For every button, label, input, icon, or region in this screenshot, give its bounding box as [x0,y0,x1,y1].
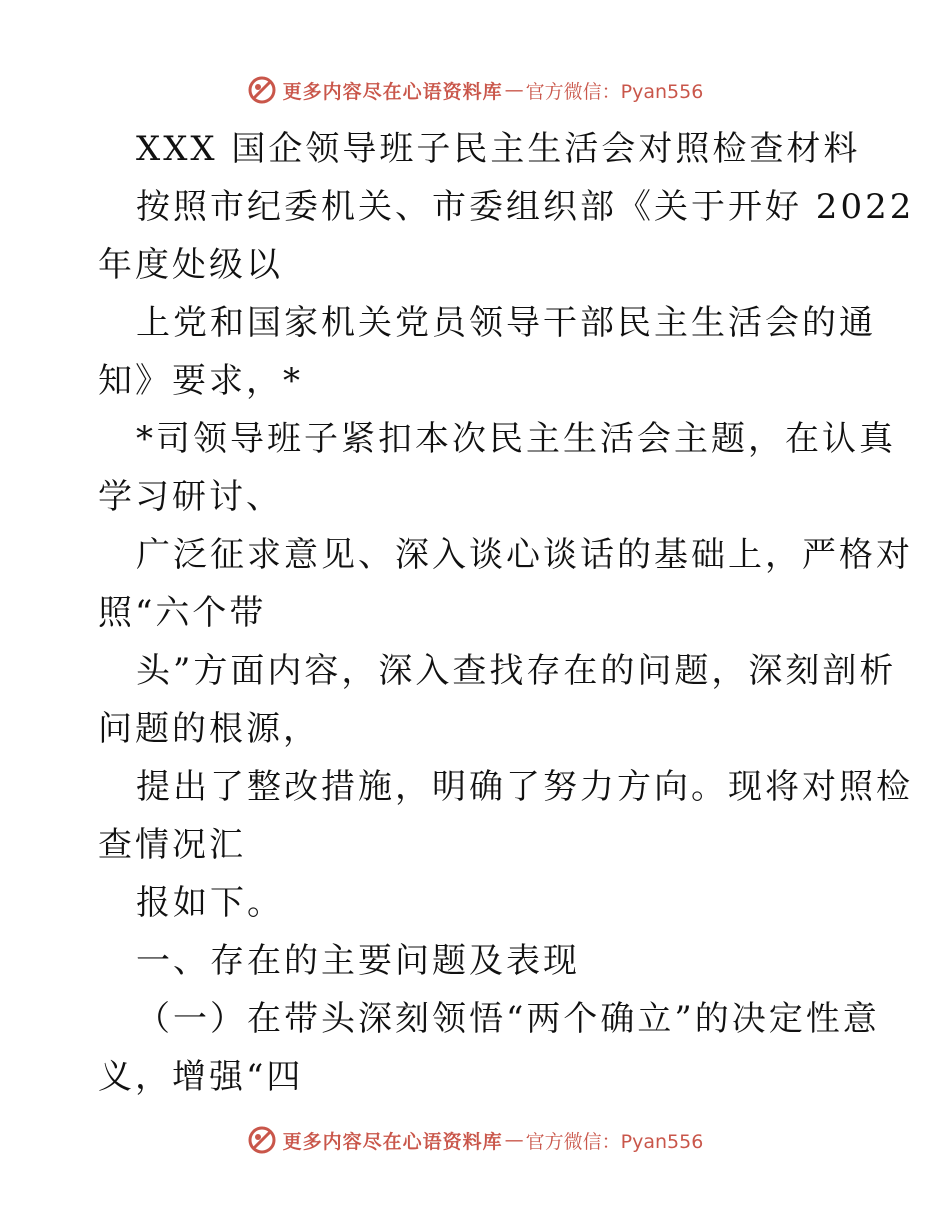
watermark-text: 更多内容尽在心语资料库 [282,80,503,103]
watermark-account: 官方微信：Pyan556 [525,80,704,103]
paragraph-line: 查情况汇 [98,825,246,865]
paragraph-line: 广泛征求意见、深入谈心谈话的基础上，严格对 [136,535,913,575]
paragraph-line: 照“六个带 [98,593,267,633]
watermark-logo-icon [247,75,277,105]
paragraph-line: *司领导班子紧扣本次民主生活会主题，在认真 [136,419,896,459]
watermark-logo-icon [247,1125,277,1155]
subsection-heading: （一）在带头深刻领悟“两个确立”的决定性意 [136,999,880,1039]
watermark-separator: — [504,1129,524,1151]
paragraph-line: 问题的根源， [98,709,320,749]
paragraph-line: 报如下。 [136,883,284,923]
paragraph-line: 上党和国家机关党员领导干部民主生活会的通 [136,303,876,343]
paragraph-line: 义，增强“四 [98,1057,304,1097]
header-watermark [0,70,950,110]
watermark-separator: — [504,79,524,101]
watermark-text: 更多内容尽在心语资料库 [282,1130,503,1153]
paragraph-line: 按照市纪委机关、市委组织部《关于开好 2022 [136,187,915,227]
document-title: XXX 国企领导班子民主生活会对照检查材料 [136,129,861,169]
paragraph-line: 知》要求，* [98,361,303,401]
footer-watermark [0,1120,950,1160]
section-heading: 一、存在的主要问题及表现 [136,941,580,981]
paragraph-line: 头”方面内容，深入查找存在的问题，深刻剖析 [136,651,897,691]
document-body [98,120,915,1106]
paragraph-line: 提出了整改措施，明确了努力方向。现将对照检 [136,767,913,807]
watermark-account: 官方微信：Pyan556 [525,1130,704,1153]
paragraph-line: 学习研讨、 [98,477,283,517]
paragraph-line: 年度处级以 [98,245,283,285]
